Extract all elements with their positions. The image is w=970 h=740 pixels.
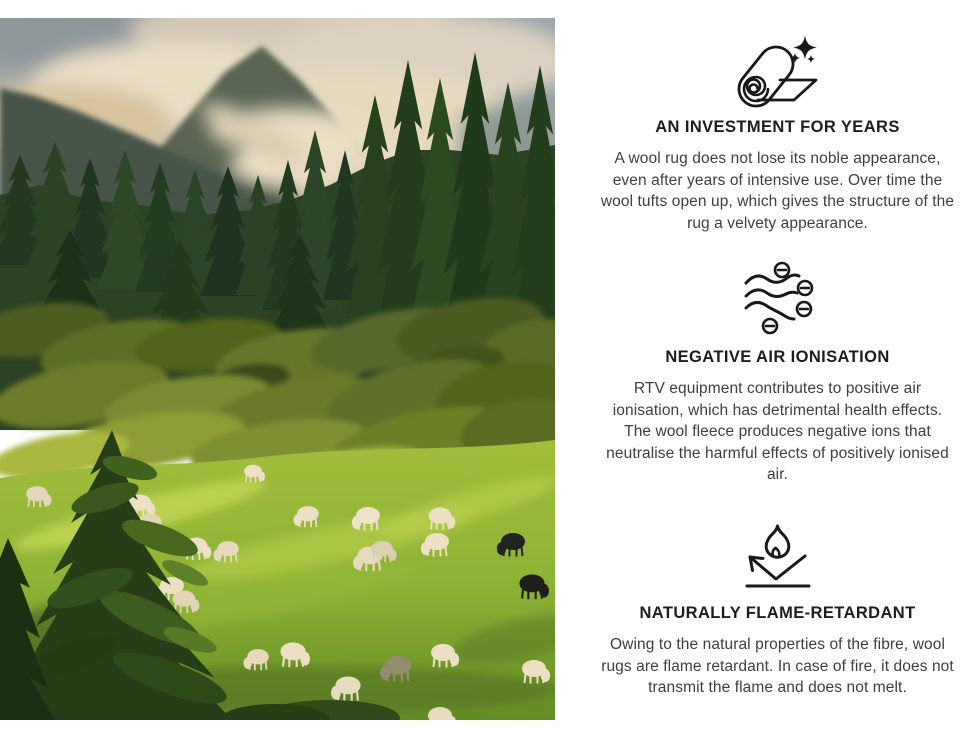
negative-ions-air-waves-icon bbox=[590, 258, 965, 338]
rolled-rug-sparkle-icon bbox=[590, 30, 965, 108]
feature-description: Owing to the natural properties of the fibre, wool rugs are flame retardant. In case of fire, it does not transmit the flame and does not melt. bbox=[601, 636, 954, 696]
feature-title: NEGATIVE AIR IONISATION bbox=[665, 348, 890, 366]
feature-title: NATURALLY FLAME-RETARDANT bbox=[639, 604, 916, 622]
benefits-column bbox=[590, 0, 965, 740]
feature-description: A wool rug does not lose its noble appearance, even after years of intensive use. Over time the wool tufts open up, which gives the structure of the rug a velvety appearance. bbox=[600, 150, 955, 232]
flame-deflect-arrow-icon bbox=[590, 518, 965, 594]
feature-flame-retardant bbox=[590, 518, 965, 699]
feature-title: AN INVESTMENT FOR YEARS bbox=[655, 118, 900, 136]
feature-description: RTV equipment contributes to positive air ionisation, which has detrimental health effects. The wool fleece produces negative ions that neutralise the harmful effects of positively ionised air. bbox=[606, 380, 949, 483]
hero-photo bbox=[0, 18, 555, 720]
meadow-sheep-scene bbox=[0, 18, 555, 720]
feature-ionisation bbox=[590, 258, 965, 486]
feature-investment bbox=[590, 30, 965, 234]
